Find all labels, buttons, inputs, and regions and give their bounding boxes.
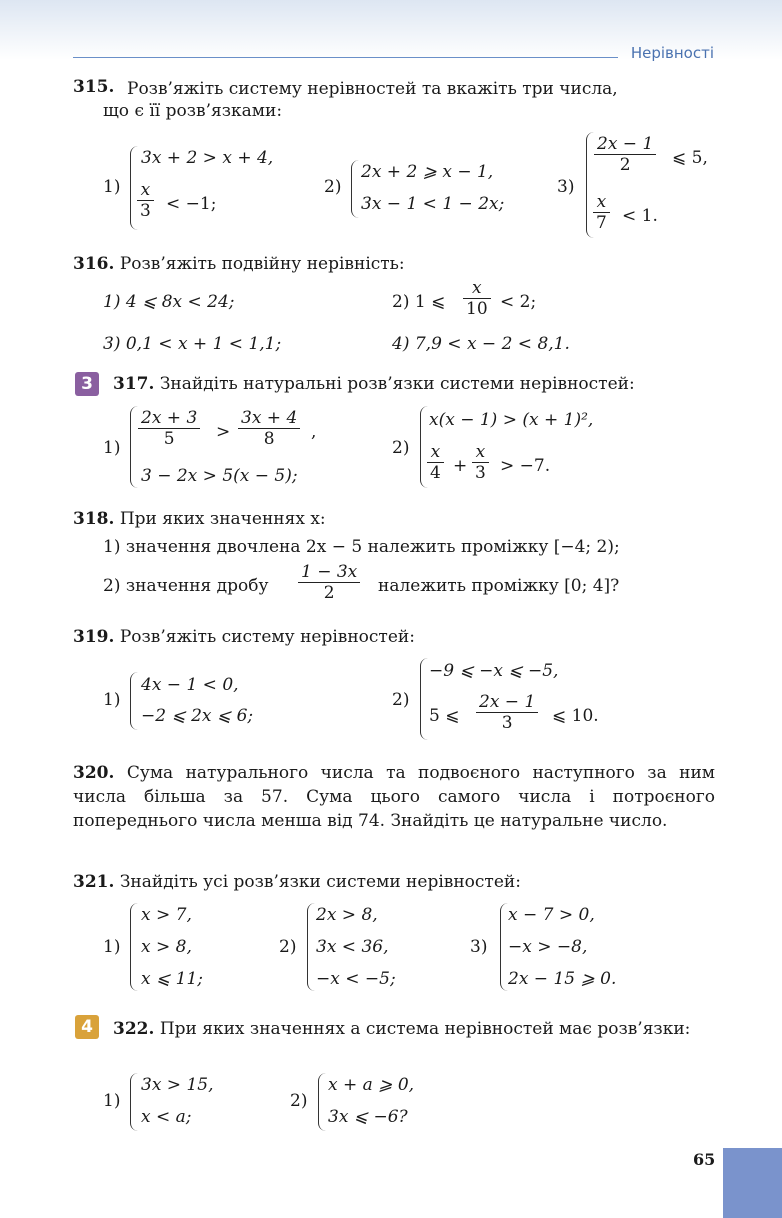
problem-text: При яких значеннях a система нерівностей має розв’язки: (159, 1019, 691, 1039)
problem-number: 317. (113, 374, 155, 394)
inequality: 3x + 2 > x + 4, (141, 148, 274, 168)
inequality: 3x < 36, (316, 937, 389, 957)
problem-number: 320. (73, 763, 115, 783)
problem-number: 321. (73, 872, 115, 892)
inequality: < −1; (166, 194, 217, 214)
page-corner-tab (723, 1148, 782, 1218)
level-4-icon: 4 (75, 1015, 99, 1039)
fraction: $\frac{2x - 1}{2}$ (594, 134, 656, 175)
fraction: $\frac{1 - 3x}{2}$ (298, 562, 360, 603)
problem-321-heading (73, 872, 521, 892)
problem-text: Сума натурального числа та подвоєного наступного за ним числа більша за 57. Сума цього самого числа і потроєного попереднього числа менша від 74. Знайдіть це натуральне число. (73, 763, 716, 831)
label-1: 1) (103, 438, 121, 458)
comma: , (311, 422, 317, 442)
label-3: 3) (470, 937, 488, 957)
inequality: ⩽ 5, (672, 148, 708, 168)
label-2: 2) (279, 937, 297, 957)
inequality: 3) 0,1 < x + 1 < 1,1; (103, 334, 282, 354)
inequality: 2x − 15 ⩾ 0. (508, 969, 617, 989)
label-1: 1) (103, 690, 121, 710)
problem-317-heading (113, 374, 635, 394)
system-brace (307, 903, 316, 991)
problem-number: 322. (113, 1019, 155, 1039)
problem-319-heading (73, 627, 415, 647)
header-rule (73, 57, 618, 58)
problem-318-line-1: 1) значення двочлена 2x − 5 належить проміжку [−4; 2); (103, 537, 620, 557)
inequality: 2) 1 ⩽ (392, 292, 446, 312)
system-brace (420, 658, 429, 740)
problem-320 (73, 761, 715, 833)
problem-text: Розв’яжіть подвійну нерівність: (119, 254, 405, 274)
inequality: x < a; (141, 1107, 192, 1127)
inequality: −x < −5; (316, 969, 396, 989)
fraction: $\frac{x}{7}$ (593, 192, 610, 233)
problem-number: 319. (73, 627, 115, 647)
problem-315-text-2: що є її розв’язками: (103, 101, 283, 121)
inequality: x(x − 1) > (x + 1)², (429, 410, 594, 430)
problem-318-heading (73, 509, 326, 529)
inequality: −2 ⩽ 2x ⩽ 6; (141, 706, 254, 726)
inequality: 3x > 15, (141, 1075, 214, 1095)
inequality: 4x − 1 < 0, (141, 675, 239, 695)
inequality: x ⩽ 11; (141, 969, 203, 989)
label-2: 2) (392, 690, 410, 710)
problem-322 (113, 1017, 715, 1041)
fraction: $\frac{x}{4}$ (427, 442, 444, 483)
inequality: −x > −8, (508, 937, 588, 957)
problem-318-line-2a: 2) значення дробу (103, 576, 269, 596)
system-brace (130, 1073, 139, 1131)
label-1: 1) (103, 1091, 121, 1111)
level-3-icon: 3 (75, 372, 99, 396)
inequality: x + a ⩾ 0, (328, 1075, 415, 1095)
inequality: x > 7, (141, 905, 192, 925)
fraction: $\frac{x}{10}$ (463, 278, 491, 319)
inequality: 1) 4 ⩽ 8x < 24; (103, 292, 235, 312)
problem-text: Знайдіть усі розв’язки системи нерівностей: (119, 872, 521, 892)
problem-text: Знайдіть натуральні розв’язки системи нерівностей: (159, 374, 635, 394)
inequality: x − 7 > 0, (508, 905, 595, 925)
page-number: 65 (693, 1150, 716, 1169)
system-brace (130, 672, 139, 730)
inequality: 2x + 2 ⩾ x − 1, (361, 162, 494, 182)
inequality: −9 ⩽ −x ⩽ −5, (429, 661, 559, 681)
problem-text: Розв’яжіть систему нерівностей: (119, 627, 415, 647)
fraction: $\frac{2x - 1}{3}$ (476, 692, 538, 733)
inequality: x > 8, (141, 937, 192, 957)
inequality: 3x − 1 < 1 − 2x; (361, 194, 505, 214)
label-2: 2) (290, 1091, 308, 1111)
inequality: 2x > 8, (316, 905, 378, 925)
problem-number: 315. (73, 77, 115, 97)
system-brace (130, 903, 139, 991)
inequality: 4) 7,9 < x − 2 < 8,1. (392, 334, 570, 354)
fraction: $\frac{3x + 4}{8}$ (238, 408, 300, 449)
inequality: 3 − 2x > 5(x − 5); (141, 466, 298, 486)
fraction: $\frac{x}{3}$ (472, 442, 489, 483)
section-header: Нерівності (630, 44, 714, 62)
problem-text: Розв’яжіть систему нерівностей та вкажіть три числа, (127, 79, 618, 99)
problem-text: При яких значеннях x: (119, 509, 326, 529)
label-2: 2) (392, 438, 410, 458)
inequality: ⩽ 10. (552, 706, 599, 726)
operator: + (453, 456, 468, 476)
inequality: < 1. (622, 206, 658, 226)
problem-number: 316. (73, 254, 115, 274)
problem-316-heading (73, 254, 405, 274)
inequality: 5 ⩽ (429, 706, 460, 726)
problem-number: 318. (73, 509, 115, 529)
problem-315-text (73, 77, 715, 101)
label-1: 1) (103, 177, 121, 197)
fraction: $\frac{x}{3}$ (137, 180, 154, 221)
label-3: 3) (557, 177, 575, 197)
inequality: 3x ⩽ −6? (328, 1107, 408, 1127)
inequality: > −7. (500, 456, 551, 476)
system-brace (318, 1073, 327, 1131)
fraction: $\frac{2x + 3}{5}$ (138, 408, 200, 449)
inequality: > (216, 422, 231, 442)
label-2: 2) (324, 177, 342, 197)
problem-318-line-2b: належить проміжку [0; 4]? (378, 576, 620, 596)
system-brace (351, 160, 360, 218)
label-1: 1) (103, 937, 121, 957)
inequality: < 2; (500, 292, 537, 312)
